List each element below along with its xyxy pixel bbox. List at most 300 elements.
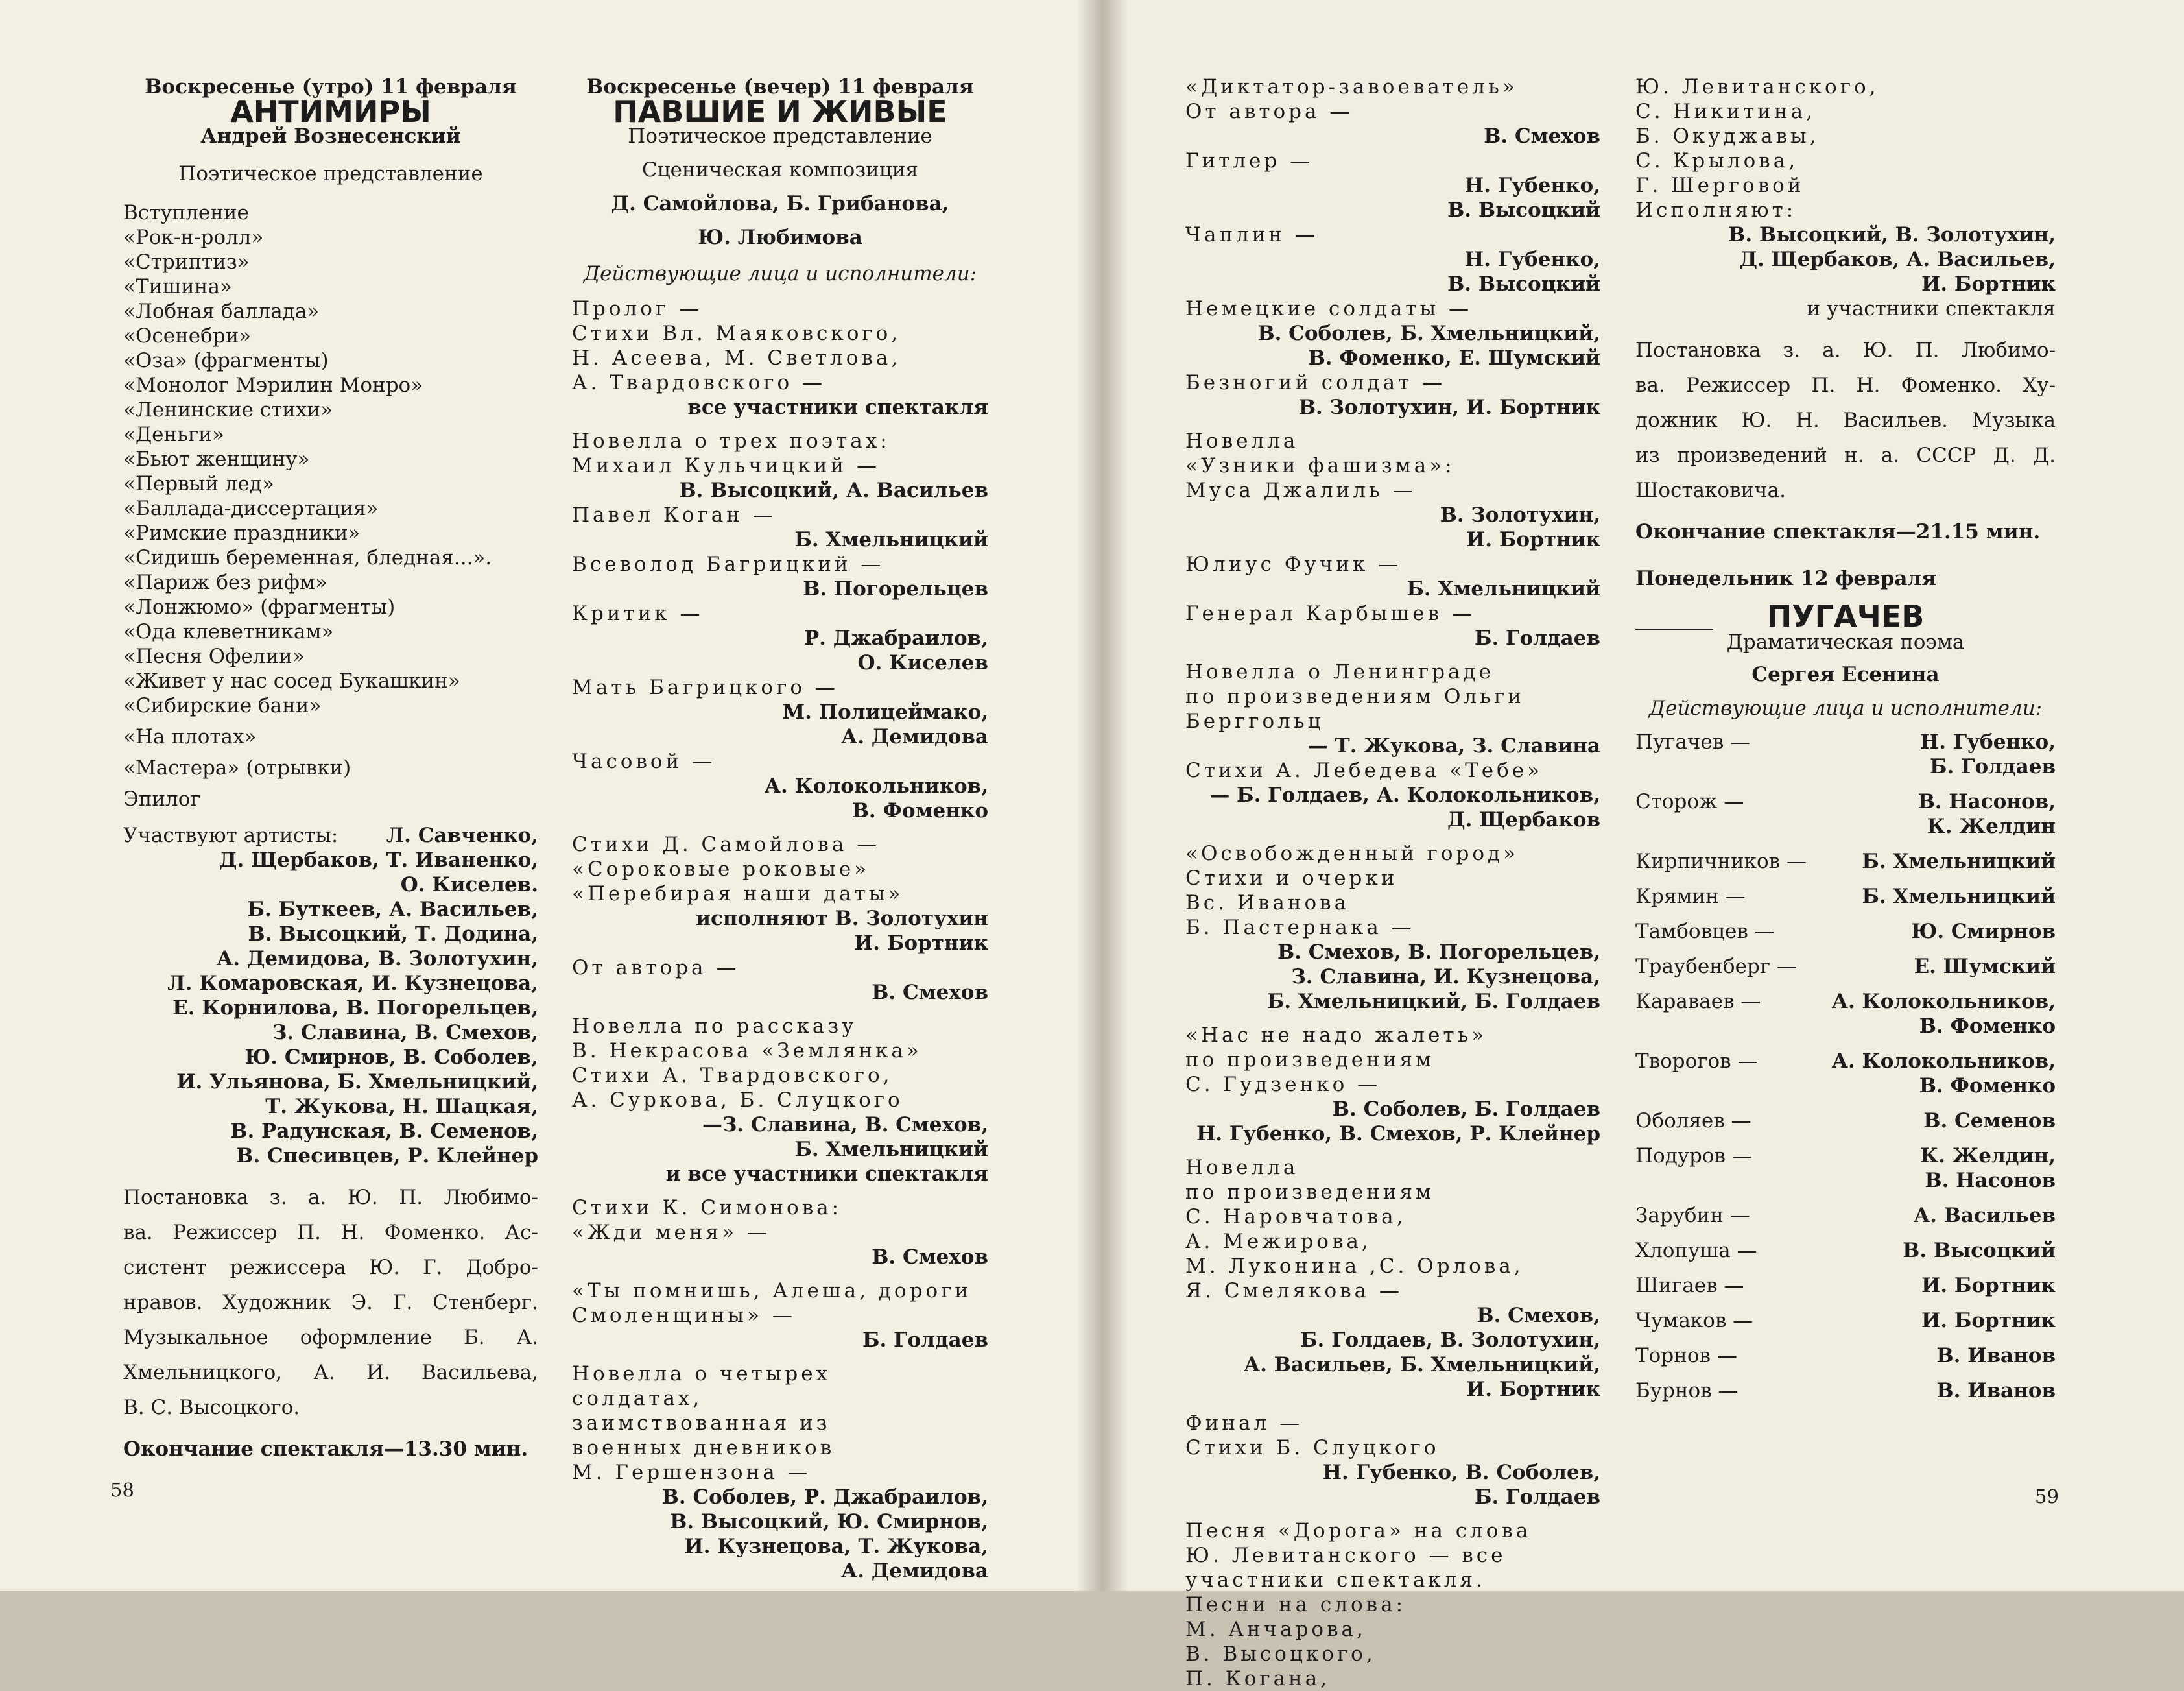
block-text: От автора — — [572, 956, 740, 979]
block-text: военных дневников — [572, 1436, 835, 1459]
poets-list — [1635, 75, 2056, 198]
block-text: Чаплин — — [1185, 223, 1318, 246]
block-text: Новелла о четырех — [572, 1362, 831, 1385]
cast-line: Б. Буткеев, А. Васильев, — [247, 898, 538, 921]
cast-block — [1185, 841, 1600, 1014]
block-text: Новелла о трех поэтах: — [572, 429, 890, 453]
block-performer: В. Соболев, Б. Голдаев — [1332, 1097, 1600, 1121]
role-actors — [1918, 789, 2056, 839]
staging-line: В. С. Высоцкого. — [123, 1396, 300, 1419]
role-actors — [1921, 1273, 2056, 1298]
block-text: Немецкие солдаты — — [1185, 297, 1472, 320]
block-text: Стихи Б. Слуцкого — [1185, 1436, 1440, 1459]
actor-name: Е. Шумский — [1914, 955, 2056, 978]
cast-header: Действующие лица и исполнители: — [583, 262, 977, 285]
cast-block — [1185, 660, 1600, 758]
block-text: Юлиус Фучик — — [1185, 553, 1402, 576]
role-row — [1635, 919, 2056, 944]
block-performer: Б. Хмельницкий — [794, 1138, 988, 1161]
role-actors — [1921, 1308, 2056, 1333]
cast-block — [572, 749, 988, 823]
actor-name: В. Иванов — [1936, 1379, 2056, 1402]
block-performer: исполняют В. Золотухин — [695, 907, 988, 930]
actor-name: В. Фоменко — [1919, 1014, 2056, 1038]
cast-line: Л. Комаровская, И. Кузнецова, — [167, 972, 538, 995]
role-row — [1635, 1343, 2056, 1368]
block-performer: В. Фоменко — [851, 799, 988, 822]
block-text: солдатах, — [572, 1387, 703, 1410]
role-actors — [1903, 1238, 2056, 1263]
role-row — [1635, 1378, 2056, 1403]
block-performer: — Т. Жукова, З. Славина — [1307, 734, 1600, 758]
role-row — [1635, 730, 2056, 779]
block-text: Стихи А. Лебедева «Тебе» — [1185, 759, 1543, 782]
staging-line: ва. Режиссер П. Н. Фоменко. Ху- — [1635, 374, 2056, 397]
block-performer: Б. Голдаев, В. Золотухин, — [1300, 1328, 1600, 1352]
program-item: «Сибирские бани» — [123, 694, 322, 717]
block-text: Н. Асеева, М. Светлова, — [572, 346, 901, 370]
staging-credits — [123, 1180, 538, 1425]
show-title: ПАВШИЕ И ЖИВЫЕ — [613, 94, 947, 129]
block-text: В. Некрасова «Землянка» — [572, 1039, 922, 1062]
block-performer: А. Васильев, Б. Хмельницкий, — [1243, 1353, 1600, 1376]
actor-name: Н. Губенко, — [1919, 730, 2056, 754]
program-item: «Париж без рифм» — [123, 571, 327, 594]
block-text: А. Твардовского — — [572, 371, 826, 394]
cast-line: Т. Жукова, Н. Шацкая, — [265, 1095, 538, 1118]
block-performer: Б. Хмельницкий — [794, 528, 988, 551]
role-actors — [1862, 884, 2056, 909]
cast-block — [572, 601, 988, 675]
block-text: Критик — — [572, 602, 704, 625]
block-text: Часовой — — [572, 750, 716, 773]
block-text: М. Гершензона — — [572, 1461, 811, 1484]
block-performer: В. Высоцкий, Ю. Смирнов, — [670, 1510, 988, 1533]
show-composition: Сценическая композиция — [642, 158, 918, 182]
poet-item: С. Крылова, — [1635, 149, 1799, 173]
block-text: «Жди меня» — — [572, 1221, 770, 1244]
staging-line: Музыкальное оформление Б. А. — [123, 1326, 538, 1349]
block-performer: Б. Хмельницкий — [1407, 577, 1600, 601]
role-name: Зарубин — — [1635, 1204, 1750, 1227]
cast-block — [1185, 601, 1600, 651]
program-item: «Сидишь беременная, бледная...». — [123, 546, 492, 570]
roles-list — [1635, 730, 2056, 1403]
role-name: Оболяев — — [1635, 1109, 1751, 1133]
cast-block — [1185, 1155, 1600, 1402]
role-name: Шигаев — — [1635, 1274, 1744, 1297]
poet-item: Г. Шерговой — [1635, 174, 1805, 197]
block-performer: Н. Губенко, — [1464, 174, 1600, 197]
poet-item: С. Никитина, — [1635, 100, 1816, 123]
block-performer: все участники спектакля — [687, 396, 988, 419]
block-performer: В. Соболев, Р. Джабраилов, — [661, 1485, 988, 1509]
block-text: Пролог — — [572, 297, 702, 320]
actor-name: И. Бортник — [1921, 1274, 2056, 1297]
role-actors — [1832, 1049, 2056, 1098]
block-text: Новелла — [1185, 429, 1299, 453]
staging-line: Шостаковича. — [1635, 479, 1786, 502]
role-row — [1635, 1144, 2056, 1193]
block-performer: В. Золотухин, И. Бортник — [1298, 396, 1600, 419]
block-text: Павел Коган — — [572, 503, 776, 527]
block-performer: Р. Джабраилов, — [803, 627, 988, 650]
staging-line: из произведений н. а. СССР Д. Д. — [1635, 444, 2056, 467]
actor-name: Б. Хмельницкий — [1862, 850, 2056, 873]
program-item: «Осенебри» — [123, 324, 252, 348]
show-title: ПУГАЧЕВ — [1766, 599, 1925, 634]
block-performer: Б. Хмельницкий, Б. Голдаев — [1266, 990, 1600, 1013]
block-text: П. Когана, — [1185, 1667, 1331, 1690]
cast-line: Ю. Смирнов, В. Соболев, — [244, 1046, 538, 1069]
cast-blocks — [572, 296, 988, 1583]
cast-line: В. Высоцкий, Т. Додина, — [248, 922, 538, 946]
role-row — [1635, 954, 2056, 979]
cast-block — [1185, 1023, 1600, 1146]
actor-name: В. Иванов — [1936, 1344, 2056, 1367]
actor-name: В. Насонов, — [1917, 790, 2056, 813]
block-performer: В. Смехов, В. Погорельцев, — [1277, 941, 1600, 964]
column-pugachev — [1635, 75, 2056, 1413]
block-text: Б. Пастернака — — [1185, 916, 1415, 939]
program-item: Вступление — [123, 201, 249, 224]
program-item: «Лобная баллада» — [123, 300, 320, 323]
cast-block — [572, 552, 988, 601]
show-title: АНТИМИРЫ — [230, 94, 431, 129]
block-text: Безногий солдат — — [1185, 371, 1446, 394]
block-performer: И. Бортник — [854, 931, 988, 955]
program-item: «Монолог Мэрилин Монро» — [123, 374, 423, 397]
block-text: С. Наровчатова, — [1185, 1205, 1407, 1229]
block-performer: А. Демидова — [840, 1559, 988, 1583]
role-name: Хлопуша — — [1635, 1239, 1757, 1262]
block-performer: Н. Губенко, — [1464, 248, 1600, 271]
actor-name: Б. Голдаев — [1929, 755, 2056, 778]
cast-block — [572, 1361, 988, 1583]
program-item: «Мастера» (отрывки) — [123, 756, 351, 780]
role-actors — [1832, 989, 2056, 1038]
role-actors — [1923, 1109, 2056, 1133]
actor-name: К. Желдин — [1927, 815, 2056, 838]
block-text: Михаил Кульчицкий — — [572, 454, 881, 477]
role-actors — [1914, 954, 2056, 979]
cast-label: Участвуют артисты: — [123, 824, 338, 847]
program-item: «Рок-н-ролл» — [123, 226, 264, 249]
cast-block — [572, 503, 988, 552]
cast-block — [572, 1278, 988, 1352]
cast-block — [572, 453, 988, 503]
role-name: Кирпичников — — [1635, 850, 1807, 873]
performers-list — [1635, 222, 2056, 321]
cast-block — [1185, 99, 1600, 149]
cast-line: Д. Щербаков, Т. Иваненко, — [219, 848, 538, 872]
block-text: Муса Джалиль — — [1185, 479, 1416, 502]
block-text: «Перебирая наши даты» — [572, 882, 904, 905]
role-name: Чумаков — — [1635, 1309, 1753, 1332]
cast-list — [123, 848, 538, 1168]
block-text: Финал — — [1185, 1411, 1303, 1435]
page-number: 58 — [110, 1479, 134, 1501]
role-actors — [1920, 730, 2056, 779]
program-item: «Оза» (фрагменты) — [123, 349, 329, 372]
staging-credits — [1635, 333, 2056, 508]
block-performer: и все участники спектакля — [665, 1162, 988, 1186]
staging-line: Хмельницкого, А. И. Васильева, — [123, 1361, 538, 1384]
role-row — [1635, 1049, 2056, 1098]
show-authors: Д. Самойлова, Б. Грибанова, — [611, 192, 949, 215]
block-performer: Н. Губенко, В. Смехов, Р. Клейнер — [1196, 1122, 1600, 1145]
block-text: Новелла о Ленинграде — [1185, 660, 1494, 684]
block-performer: М. Полицеймако, — [782, 701, 988, 724]
show-authors-2: Ю. Любимова — [698, 226, 862, 249]
performer-line: И. Бортник — [1921, 272, 2056, 296]
page-right — [1102, 0, 2184, 1690]
cast-block — [572, 429, 988, 453]
staging-line: Постановка з. а. Ю. П. Любимо- — [1635, 339, 2056, 362]
role-row — [1635, 1238, 2056, 1263]
actor-name: А. Колокольников, — [1831, 990, 2056, 1013]
cast-block — [1185, 478, 1600, 552]
staging-line: дожник Ю. Н. Васильев. Музыка — [1635, 409, 2056, 432]
block-performer: В. Фоменко, Е. Шумский — [1308, 346, 1600, 370]
performer-line: В. Высоцкий, В. Золотухин, — [1728, 223, 2056, 246]
block-performer: В. Золотухин, — [1440, 503, 1600, 527]
program-item: «Ленинские стихи» — [123, 398, 333, 422]
block-text: Стихи А. Твардовского, — [572, 1064, 893, 1087]
block-text: Ю. Левитанского — все — [1185, 1544, 1506, 1567]
program-item: «Первый лед» — [123, 472, 274, 496]
block-text: по произведениям — [1185, 1048, 1435, 1072]
role-name: Сторож — — [1635, 790, 1744, 813]
cast-line: А. Демидова, В. Золотухин, — [217, 947, 538, 970]
cast-block — [1185, 1411, 1600, 1509]
block-performer: В. Смехов — [1484, 125, 1600, 148]
block-text: «Нас не надо жалеть» — [1185, 1024, 1488, 1047]
role-actors — [1862, 849, 2056, 874]
block-text: С. Гудзенко — — [1185, 1073, 1381, 1096]
actor-name: Б. Хмельницкий — [1862, 885, 2056, 908]
block-text: Песня «Дорога» на слова — [1185, 1519, 1532, 1542]
role-row — [1635, 1308, 2056, 1333]
block-performer: В. Высоцкий — [1447, 198, 1600, 222]
block-performer: З. Славина, И. Кузнецова, — [1291, 965, 1600, 989]
block-performer: — Б. Голдаев, А. Колокольников, — [1209, 784, 1600, 807]
block-performer: Н. Губенко, В. Соболев, — [1322, 1461, 1600, 1484]
block-text: Стихи Д. Самойлова — — [572, 833, 881, 856]
cast-block — [572, 675, 988, 749]
staging-line: нравов. Художник Э. Г. Стенберг. — [123, 1291, 538, 1314]
show-author: Андрей Вознесенский — [200, 125, 461, 148]
block-performer: Б. Голдаев — [862, 1328, 988, 1352]
role-row — [1635, 884, 2056, 909]
block-performer: В. Высоцкий — [1447, 272, 1600, 296]
performer-line: и участники спектакля — [1807, 297, 2056, 320]
program-item: «Песня Офелии» — [123, 645, 305, 668]
cast-blocks — [1185, 75, 1600, 1691]
block-text: А. Суркова, Б. Слуцкого — [572, 1088, 903, 1112]
block-text: Смоленщины» — — [572, 1304, 796, 1327]
block-performer: В. Высоцкий, А. Васильев — [679, 479, 988, 502]
actor-name: В. Семенов — [1923, 1109, 2056, 1133]
block-text: А. Межирова, — [1185, 1230, 1371, 1253]
perform-label: Исполняют: — [1635, 198, 1797, 222]
program-item: «Баллада-диссертация» — [123, 497, 379, 520]
block-text: Стихи Вл. Маяковского, — [572, 322, 901, 345]
block-text: по произведениям — [1185, 1181, 1435, 1204]
actor-name: А. Васильев — [1913, 1204, 2056, 1227]
cast-label-row — [123, 823, 538, 848]
block-performer: И. Бортник — [1466, 528, 1600, 551]
block-text: Я. Смелякова — — [1185, 1279, 1403, 1302]
staging-line: Постановка з. а. Ю. П. Любимо- — [123, 1186, 538, 1209]
program-item: «Лонжюмо» (фрагменты) — [123, 595, 396, 619]
role-name: Тамбовцев — — [1635, 920, 1775, 943]
cast-line: З. Славина, В. Смехов, — [272, 1021, 538, 1044]
cast-block — [1185, 370, 1600, 420]
block-text: «Узники фашизма»: — [1185, 454, 1455, 477]
block-text: Новелла — [1185, 1156, 1299, 1179]
block-text: Стихи К. Симонова: — [572, 1196, 842, 1219]
show-date: Воскресенье (вечер) 11 февраля — [586, 75, 974, 99]
cast-first: Л. Савченко, — [386, 824, 538, 847]
column-antimiry — [123, 75, 538, 1461]
block-text: Песни на слова: — [1185, 1593, 1407, 1616]
block-performer: Б. Голдаев — [1474, 627, 1600, 650]
block-text: участники спектакля. — [1185, 1568, 1486, 1592]
poet-item: Ю. Левитанского, — [1635, 75, 1879, 99]
cast-block — [572, 1014, 988, 1186]
role-row — [1635, 1203, 2056, 1228]
block-text: Всеволод Багрицкий — — [572, 553, 884, 576]
role-name: Крямин — — [1635, 885, 1746, 908]
program-item: «Римские праздники» — [123, 522, 361, 545]
program-item: «Живет у нас сосед Букашкин» — [123, 669, 460, 693]
show-author: Сергея Есенина — [1751, 663, 1940, 686]
block-text: «Сороковые роковые» — [572, 857, 870, 881]
block-performer: И. Бортник — [1466, 1378, 1600, 1401]
block-text: От автора — — [1185, 100, 1353, 123]
program-item: Эпилог — [123, 787, 201, 811]
role-row — [1635, 789, 2056, 839]
role-actors — [1920, 1144, 2056, 1193]
cast-block — [1185, 1518, 1600, 1691]
actor-name: Ю. Смирнов — [1911, 920, 2056, 943]
block-text: В. Высоцкого, — [1185, 1642, 1376, 1666]
cast-block — [572, 1195, 988, 1269]
cast-block — [1185, 75, 1600, 99]
block-text: Стихи и очерки — [1185, 867, 1398, 890]
role-name: Траубенберг — — [1635, 955, 1797, 978]
block-performer: Б. Голдаев — [1474, 1485, 1600, 1509]
cast-line: В. Радунская, В. Семенов, — [230, 1120, 538, 1143]
cast-block — [572, 296, 988, 420]
cast-header: Действующие лица и исполнители: — [1648, 697, 2043, 720]
role-name: Бурнов — — [1635, 1379, 1739, 1402]
block-text: Гитлер — — [1185, 149, 1314, 173]
block-performer: —З. Славина, В. Смехов, — [702, 1113, 988, 1136]
cast-block — [572, 832, 988, 955]
book-gutter — [1076, 0, 1128, 1591]
role-row — [1635, 849, 2056, 874]
column-pavshie-continued — [1185, 75, 1600, 1691]
program-item: «Стриптиз» — [123, 250, 250, 274]
block-performer: В. Погорельцев — [803, 577, 988, 601]
column-pavshie — [572, 75, 988, 1583]
page-number: 59 — [2035, 1485, 2059, 1507]
block-text: по произведениям Ольги — [1185, 685, 1525, 708]
role-name: Творогов — — [1635, 1049, 1758, 1073]
role-name: Подуров — — [1635, 1144, 1752, 1168]
program-item: «Деньги» — [123, 423, 224, 446]
block-text: Мать Багрицкого — — [572, 676, 838, 699]
actor-name: В. Насонов — [1925, 1169, 2056, 1192]
show-date: Воскресенье (утро) 11 февраля — [145, 75, 517, 99]
program-item: «Бьют женщину» — [123, 448, 310, 471]
block-text: «Диктатор-завоеватель» — [1185, 75, 1518, 99]
block-performer: Д. Щербаков — [1447, 808, 1600, 832]
actor-name: В. Высоцкий — [1903, 1239, 2056, 1262]
block-performer: А. Демидова — [840, 725, 988, 749]
ending-time: Окончание спектакля—21.15 мин. — [1635, 520, 2041, 544]
block-text: Берггольц — [1185, 710, 1324, 733]
block-text: «Ты помнишь, Алеша, дороги — [572, 1279, 972, 1302]
program-item: «Тишина» — [123, 275, 232, 298]
cast-line: О. Киселев. — [400, 873, 538, 896]
role-name: Торнов — — [1635, 1344, 1737, 1367]
block-text: Вс. Иванова — [1185, 891, 1350, 915]
program-list — [123, 200, 538, 811]
page-left — [0, 0, 1102, 1591]
cast-block — [1185, 758, 1600, 832]
block-performer: О. Киселев — [857, 651, 988, 675]
performer-line: Д. Щербаков, А. Васильев, — [1739, 248, 2056, 271]
cast-line: Е. Корнилова, В. Погорельцев, — [172, 996, 538, 1020]
block-text: М. Луконина ,С. Орлова, — [1185, 1254, 1524, 1278]
show-genre: Драматическая поэма — [1726, 630, 1965, 654]
cast-line: В. Спесивцев, Р. Клейнер — [236, 1144, 538, 1168]
block-text: Новелла по рассказу — [572, 1014, 857, 1038]
ending-time: Окончание спектакля—13.30 мин. — [123, 1437, 528, 1461]
cast-block — [1185, 429, 1600, 478]
cast-block — [1185, 222, 1600, 296]
block-performer: И. Кузнецова, Т. Жукова, — [684, 1535, 988, 1558]
block-performer: В. Смехов, — [1477, 1304, 1600, 1327]
block-text: «Освобожденный город» — [1185, 842, 1519, 865]
role-row — [1635, 1273, 2056, 1298]
actor-name: В. Фоменко — [1919, 1074, 2056, 1097]
block-text: М. Анчарова, — [1185, 1618, 1366, 1641]
role-actors — [1914, 1203, 2056, 1228]
staging-line: систент режиссера Ю. Г. Добро- — [123, 1256, 538, 1279]
staging-line: ва. Режиссер П. Н. Фоменко. Ас- — [123, 1221, 538, 1244]
cast-block — [1185, 149, 1600, 222]
cast-block — [1185, 296, 1600, 370]
cast-block — [1185, 552, 1600, 601]
actor-name: А. Колокольников, — [1831, 1049, 2056, 1073]
role-actors — [1936, 1378, 2056, 1403]
show-date: Понедельник 12 февраля — [1635, 567, 1937, 590]
actor-name: К. Желдин, — [1919, 1144, 2056, 1168]
role-row — [1635, 1109, 2056, 1133]
show-genre: Поэтическое представление — [178, 162, 483, 186]
role-actors — [1911, 919, 2056, 944]
actor-name: И. Бортник — [1921, 1309, 2056, 1332]
block-text: заимствованная из — [572, 1411, 831, 1435]
block-performer: А. Колокольников, — [764, 774, 988, 798]
role-actors — [1936, 1343, 2056, 1368]
block-performer: В. Соболев, Б. Хмельницкий, — [1257, 322, 1600, 345]
cast-block — [572, 955, 988, 1005]
